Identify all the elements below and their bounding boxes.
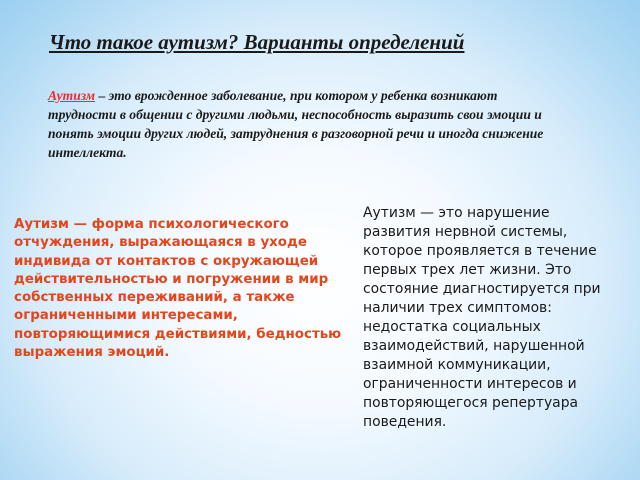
definition-neurodevelopmental: Аутизм — это нарушение развития нервной системы, которое проявляется в течение первых трех лет жизни. Это состояние диагностируется при наличии трех симптомов: недостатка социальных взаимодействий, нарушенной взаимной коммуникации, ограниченности интересов и повторяющегося репертуара поведения.	[363, 205, 601, 430]
definition-congenital-text: это врожденное заболевание, при котором у ребенка возникают трудности в общении с другими людьми, неспособность выразить свои эмоции и понять эмоции других людей, затруднения в разговорной речи и иногда снижение интеллекта.	[48, 88, 544, 160]
definition-dash: –	[95, 88, 109, 103]
definition-congenital	[48, 86, 548, 162]
term-autism: Аутизм	[48, 88, 96, 103]
definition-psychological: Аутизм — форма психологического отчуждения, выражающаяся в уходе индивида от контактов с окружающей действительностью и погружении в мир собственных переживаний, а также ограниченными интересами, повторяющимися действиями, бедностью выражения эмоций.	[14, 217, 342, 361]
slide-title: Что такое аутизм? Варианты определений	[49, 30, 465, 54]
